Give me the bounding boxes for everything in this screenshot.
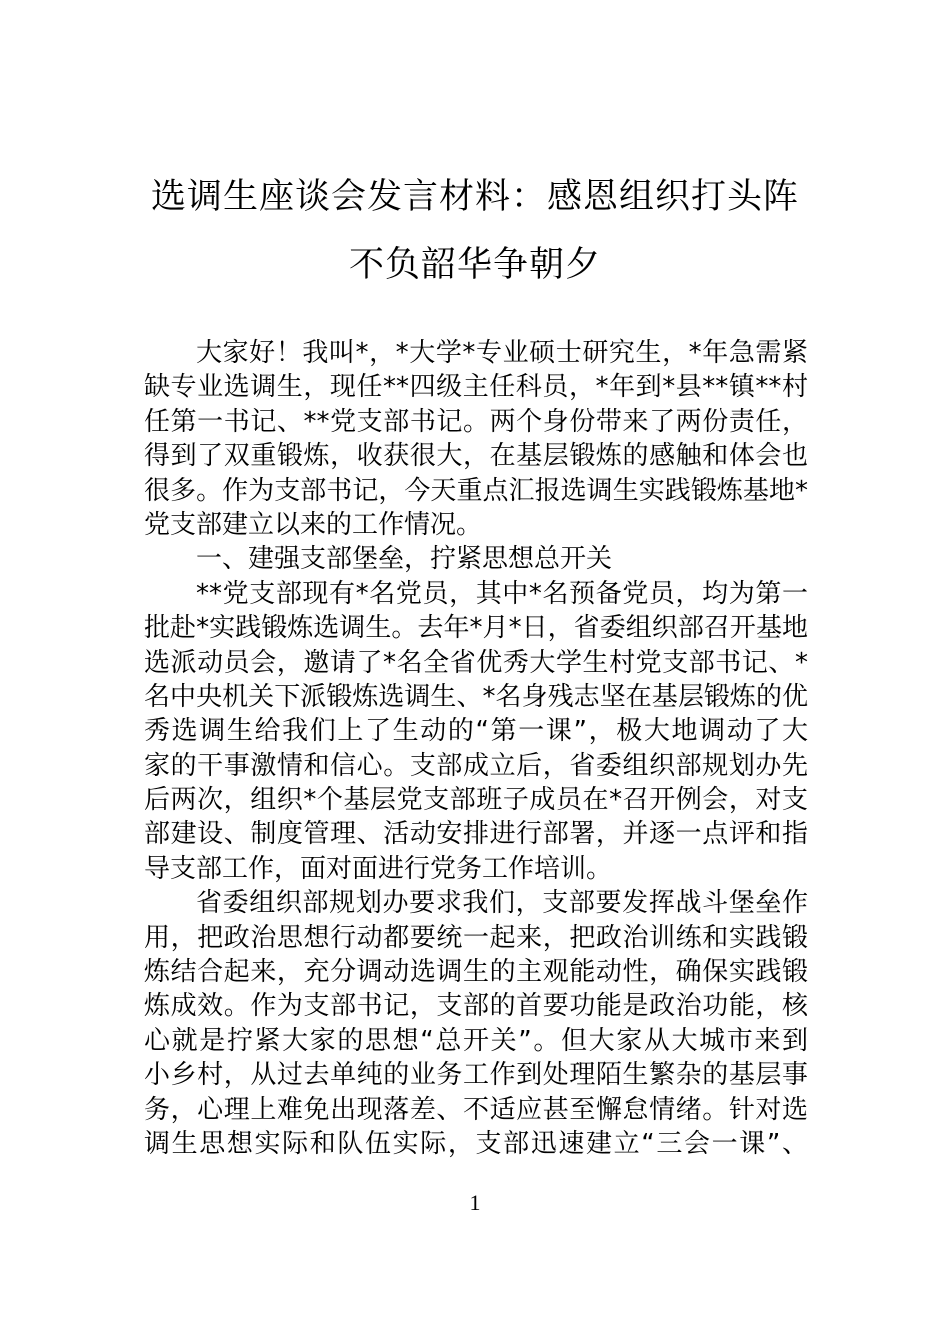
paragraph-line: **党支部现有*名党员，其中*名预备党员，均为第一	[196, 578, 808, 609]
paragraph-line: 党支部建立以来的工作情况。	[144, 509, 483, 540]
paragraph-line: 炼结合起来，充分调动选调生的主观能动性，确保实践锻	[144, 957, 808, 988]
paragraph-line: 心就是拧紧大家的思想“总开关”。但大家从大城市来到	[144, 1025, 808, 1056]
paragraph-line: 家的干事激情和信心。支部成立后，省委组织部规划办先	[144, 750, 808, 781]
paragraph-line: 用，把政治思想行动都要统一起来，把政治训练和实践锻	[144, 922, 808, 953]
document-body	[144, 336, 808, 1161]
paragraph-line: 名中央机关下派锻炼选调生、*名身残志坚在基层锻炼的优	[144, 681, 808, 712]
paragraph-line: 部建设、制度管理、活动安排进行部署，并逐一点评和指	[144, 819, 808, 850]
paragraph-line: 选派动员会，邀请了*名全省优秀大学生村党支部书记、*	[144, 647, 808, 678]
paragraph-line: 小乡村，从过去单纯的业务工作到处理陌生繁杂的基层事	[144, 1060, 808, 1091]
paragraph-line: 秀选调生给我们上了生动的“第一课”，极大地调动了大	[144, 716, 808, 747]
paragraph-line: 省委组织部规划办要求我们，支部要发挥战斗堡垒作	[196, 888, 808, 919]
paragraph-line: 批赴*实践锻炼选调生。去年*月*日，省委组织部召开基地	[144, 613, 808, 644]
paragraph-line: 缺专业选调生，现任**四级主任科员，*年到*县**镇**村	[144, 372, 808, 403]
section-heading: 一、建强支部堡垒，拧紧思想总开关	[196, 544, 613, 575]
paragraph-line: 任第一书记、**党支部书记。两个身份带来了两份责任，	[144, 406, 808, 437]
document-title-line-2: 不负韶华争朝夕	[348, 245, 601, 285]
paragraph-line: 炼成效。作为支部书记，支部的首要功能是政治功能，核	[144, 991, 808, 1022]
paragraph-line: 导支部工作，面对面进行党务工作培训。	[144, 853, 613, 884]
paragraph-line: 务，心理上难免出现落差、不适应甚至懈怠情绪。针对选	[144, 1094, 808, 1125]
paragraph-line: 大家好！我叫*，*大学*专业硕士研究生，*年急需紧	[196, 338, 808, 368]
paragraph-line: 调生思想实际和队伍实际，支部迅速建立“三会一课”、	[144, 1128, 808, 1159]
paragraph-line: 得到了双重锻炼，收获很大，在基层锻炼的感触和体会也	[144, 441, 808, 472]
page-number: 1	[469, 1190, 481, 1215]
paragraph-line: 后两次，组织*个基层党支部班子成员在*召开例会，对支	[144, 785, 808, 816]
document-title-line-1: 选调生座谈会发言材料：感恩组织打头阵	[150, 177, 799, 217]
paragraph-line: 很多。作为支部书记，今天重点汇报选调生实践锻炼基地*	[144, 475, 808, 506]
